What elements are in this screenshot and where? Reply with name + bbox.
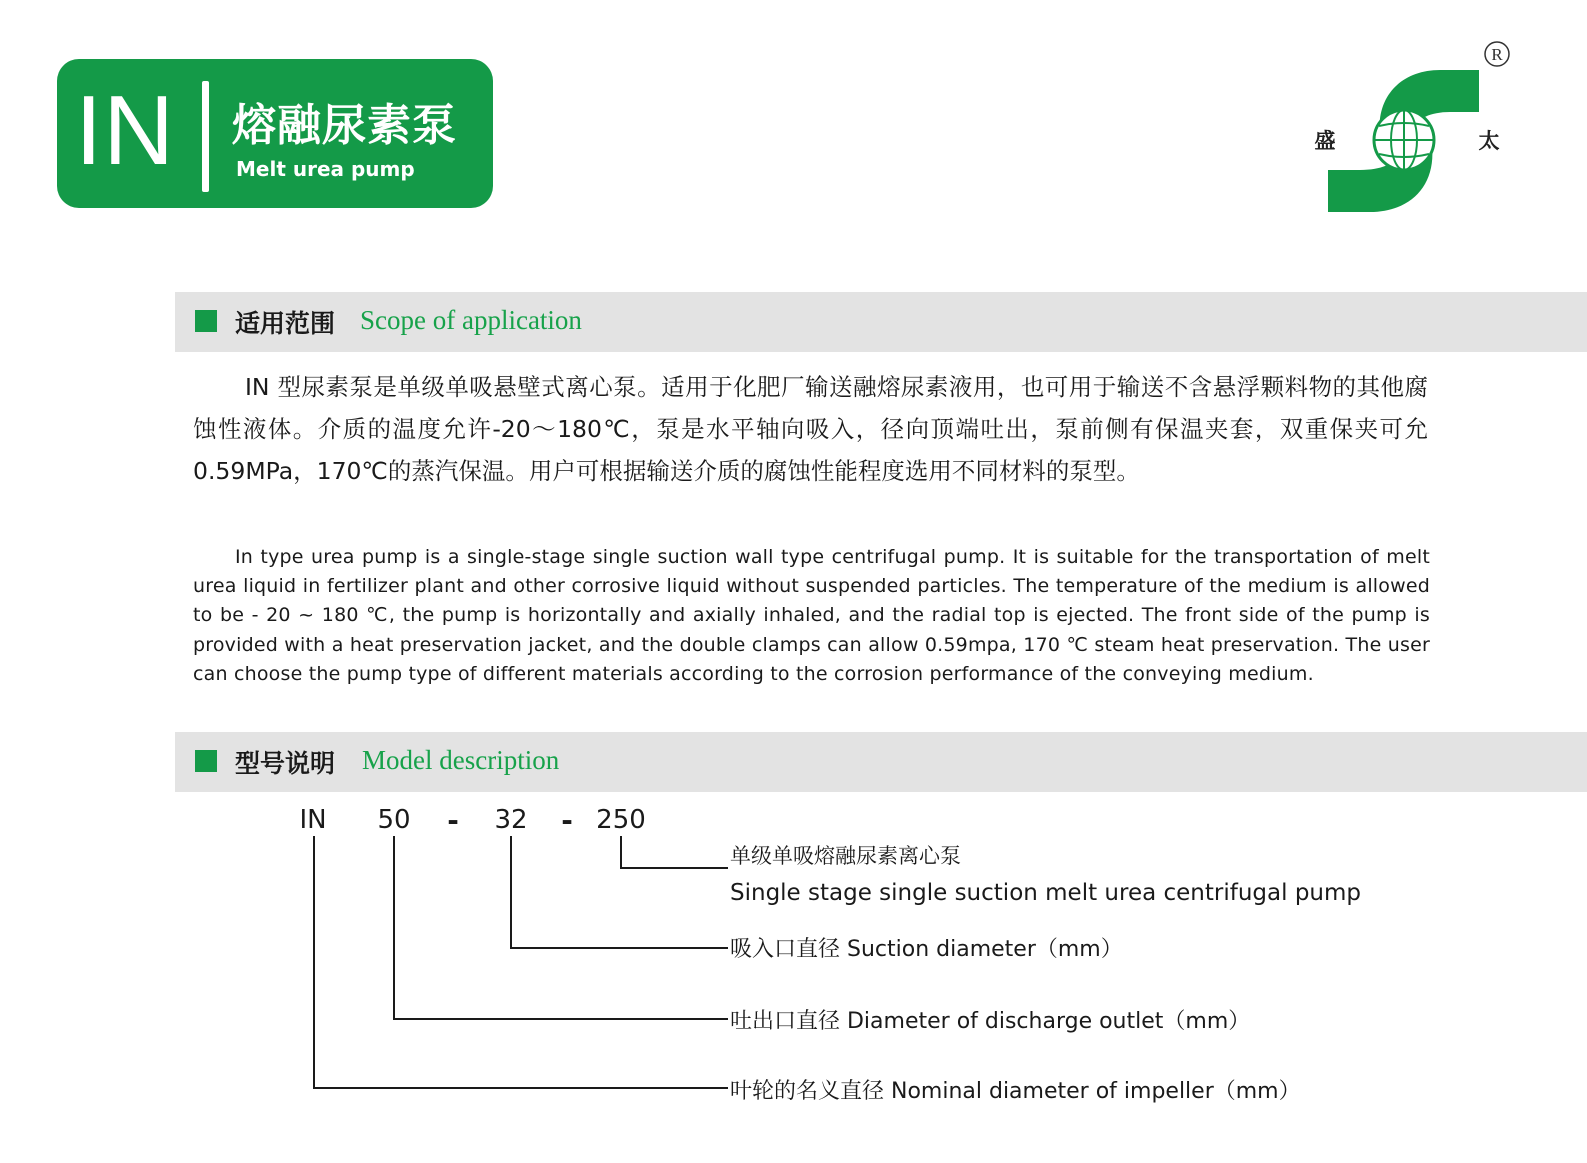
desc-suction: 吸入口直径 Suction diameter（mm）: [730, 937, 1123, 962]
model-code-diagram: [0, 795, 1587, 1115]
section-title-cn: 型号说明: [235, 749, 336, 778]
model-part-discharge: 50: [377, 805, 411, 835]
scope-paragraph-en: In type urea pump is a single-stage single suction wall type centrifugal pump. It is suitable for the transportation of melt urea liquid in fertilizer plant and other corrosive liquid without suspended particles. The temperature of the medium is allowed to be - 20 ~ 180 ℃, the pump is horizontally and axially inhaled, and the radial top is ejected. The front side of the pump is provided with a heat preservation jacket, and the double clamps can allow 0.59mpa, 170 ℃ steam heat preservation. The user can choose the pump type of different materials according to the corrosion performance of the conveying medium.: [193, 546, 1430, 685]
connector-suction: [511, 836, 728, 948]
model-part-impeller: 250: [596, 805, 646, 835]
badge-code: IN: [75, 75, 175, 185]
badge-divider: [202, 81, 209, 192]
connector-type: [621, 836, 728, 868]
model-separator: -: [447, 804, 459, 837]
globe-icon: [1374, 110, 1434, 170]
section-title-cn: 适用范围: [235, 309, 336, 338]
connector-lines: [314, 836, 728, 1088]
connector-discharge: [394, 836, 728, 1019]
desc-impeller: 叶轮的名义直径 Nominal diameter of impeller（mm）: [730, 1079, 1301, 1104]
badge-title-en: Melt urea pump: [236, 157, 415, 181]
model-separator: -: [561, 804, 573, 837]
section-bullet-icon: [195, 750, 217, 772]
logo-char-right: 太: [1478, 128, 1500, 153]
badge-title-cn: 熔融尿素泵: [232, 100, 457, 151]
scope-paragraph-cn: IN 型尿素泵是单级单吸悬壁式离心泵。适用于化肥厂输送融熔尿素液用，也可用于输送不含悬浮颗料物的其他腐蚀性液体。介质的温度允许-20～180℃，泵是水平轴向吸入，径向顶端吐出，泵前侧有保温夹套，双重保夹可允 0.59MPa，170℃的蒸汽保温。用户可根据输送介质的腐蚀性能程度选用不同材料的泵型。: [193, 373, 1428, 485]
desc-discharge: 吐出口直径 Diameter of discharge outlet（mm）: [730, 1009, 1251, 1034]
section-header-scope: [175, 292, 1587, 352]
product-badge: [57, 59, 493, 208]
section-title-en: Scope of application: [360, 305, 582, 335]
registered-mark: [1485, 42, 1509, 66]
company-logo: [1300, 36, 1520, 218]
model-part-series: IN: [299, 805, 327, 835]
logo-char-left: 盛: [1314, 128, 1336, 153]
model-part-suction: 32: [494, 805, 528, 835]
svg-text:R: R: [1491, 45, 1503, 64]
section-title-en: Model description: [362, 745, 560, 775]
desc-type-cn: 单级单吸熔融尿素离心泵: [730, 844, 961, 868]
section-bullet-icon: [195, 310, 217, 332]
connector-impeller: [314, 836, 728, 1088]
section-header-model: [175, 732, 1587, 792]
desc-type-en: Single stage single suction melt urea centrifugal pump: [730, 880, 1361, 906]
